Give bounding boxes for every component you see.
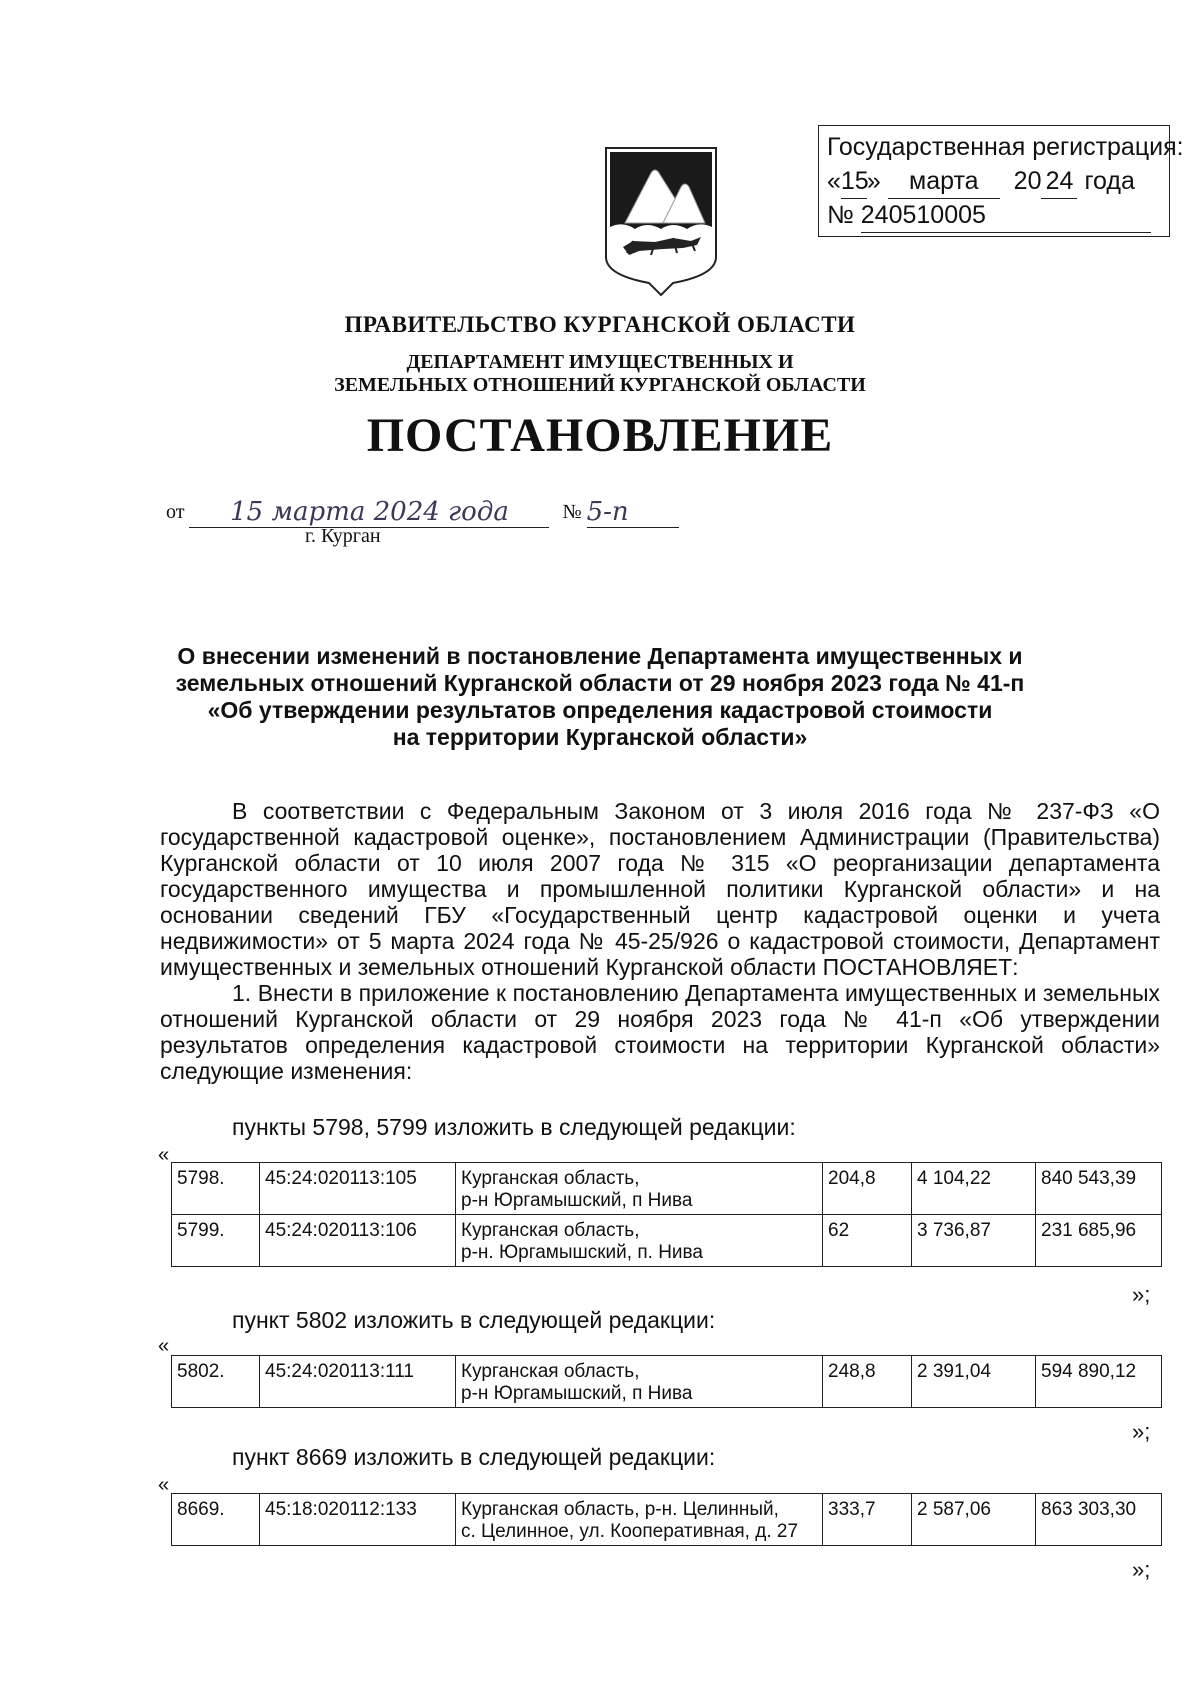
coat-of-arms-emblem	[603, 145, 719, 297]
number-label: №	[562, 501, 582, 523]
total-cost: 594 890,12	[1036, 1356, 1162, 1408]
total-cost: 231 685,96	[1036, 1215, 1162, 1267]
subject-line-2: земельных отношений Курганской области от 29 ноября 2023 года № 41-п	[175, 670, 1025, 696]
cadastral-number: 45:24:020113:105	[260, 1163, 456, 1215]
open-quote-1: «	[158, 1144, 170, 1166]
cadastral-number: 45:18:020112:133	[260, 1494, 456, 1546]
address	[456, 1494, 823, 1546]
row-number: 5799.	[172, 1215, 260, 1267]
address	[456, 1215, 823, 1267]
department-line-2: ЗЕМЕЛЬНЫХ ОТНОШЕНИЙ КУРГАНСКОЙ ОБЛАСТИ	[334, 374, 866, 396]
document-type-title: ПОСТАНОВЛЕНИЕ	[366, 409, 834, 462]
cadastral-table-1	[171, 1162, 1162, 1267]
row-number: 5798.	[172, 1163, 260, 1215]
registration-day: 15	[841, 164, 867, 199]
cadastral-table-3	[171, 1493, 1162, 1546]
document-subject	[150, 643, 1050, 751]
preamble-paragraph: В соответствии с Федеральным Законом от 3 июля 2016 года № 237-ФЗ «О государственной кадастровой оценке», постановлением Администрации (Правительства) Курганской области от 10 июля 2007 года № 315 «О реорганизации департамента государственного имущества и промышленной политики Курганской области» и на основании сведений ГБУ «Государственный центр кадастровой оценки и учета недвижимости» от 5 марта 2024 года № 45-25/926 о кадастровой стоимости, Департамент имущественных и земельных отношений Курганской области ПОСТАНОВЛЯЕТ:	[160, 798, 1160, 980]
close-quote-2: »;	[1132, 1419, 1151, 1444]
area: 62	[823, 1215, 912, 1267]
registration-title: Государственная регистрация:	[827, 133, 1184, 161]
city: г. Курган	[305, 525, 381, 547]
item-1-paragraph: 1. Внести в приложение к постановлению Департамента имущественных и земельных отношений Курганской области от 29 ноября 2023 года № 41-п «Об утверждении результатов определения кадастровой стоимости на территории Курганской области» следующие изменения:	[160, 980, 1160, 1084]
act-number-handwritten: 5-п	[586, 497, 629, 527]
act-date-handwritten: 15 марта 2024 года	[230, 497, 509, 527]
row-number: 8669.	[172, 1494, 260, 1546]
registration-date: «15» марта 20 24 года	[827, 164, 1165, 198]
cadastral-number: 45:24:020113:106	[260, 1215, 456, 1267]
address-line-2: р-н Юргамышский, п Нива	[461, 1190, 693, 1211]
close-quote-3: »;	[1132, 1557, 1151, 1582]
unit-cost: 2 391,04	[912, 1356, 1036, 1408]
subitem-2-text: пункт 5802 изложить в следующей редакции:	[232, 1307, 716, 1333]
total-cost: 840 543,39	[1036, 1163, 1162, 1215]
table-row	[172, 1494, 1162, 1546]
address	[456, 1356, 823, 1408]
government-name: ПРАВИТЕЛЬСТВО КУРГАНСКОЙ ОБЛАСТИ	[344, 312, 856, 337]
address-line-1: Курганская область,	[461, 1361, 640, 1382]
subject-line-4: на территории Курганской области»	[392, 724, 808, 750]
subitem-1-text: пункты 5798, 5799 изложить в следующей редакции:	[232, 1114, 796, 1140]
area: 333,7	[823, 1494, 912, 1546]
subject-line-3: «Об утверждении результатов определения кадастровой стоимости	[207, 697, 993, 723]
total-cost: 863 303,30	[1036, 1494, 1162, 1546]
address-line-1: Курганская область,	[461, 1220, 640, 1241]
from-label: от	[166, 501, 185, 523]
table-row	[172, 1215, 1162, 1267]
body-text	[160, 798, 1160, 1084]
row-number: 5802.	[172, 1356, 260, 1408]
registration-number: 240510005	[861, 198, 1151, 233]
table-row	[172, 1356, 1162, 1408]
area: 204,8	[823, 1163, 912, 1215]
address-line-2: р-н. Юргамышский, п. Нива	[461, 1242, 703, 1263]
department-name	[0, 351, 1200, 397]
unit-cost: 4 104,22	[912, 1163, 1036, 1215]
registration-box	[818, 125, 1184, 237]
table-row	[172, 1163, 1162, 1215]
address-line-2: р-н Юргамышский, п Нива	[461, 1383, 693, 1404]
registration-year-word: года	[1084, 167, 1135, 195]
area: 248,8	[823, 1356, 912, 1408]
address-line-1: Курганская область,	[461, 1168, 640, 1189]
cadastral-number: 45:24:020113:111	[260, 1356, 456, 1408]
registration-number-line	[827, 198, 1165, 232]
registration-number-label: №	[827, 201, 854, 229]
cadastral-table-2	[171, 1355, 1162, 1408]
subject-line-1: О внесении изменений в постановление Департамента имущественных и	[177, 643, 1023, 669]
registration-year-prefix: 20	[1013, 167, 1042, 195]
unit-cost: 2 587,06	[912, 1494, 1036, 1546]
open-quote-2: «	[158, 1335, 170, 1357]
registration-month: марта	[888, 164, 1000, 199]
act-date-row	[166, 495, 679, 526]
address-line-1: Курганская область, р-н. Целинный,	[461, 1499, 779, 1520]
registration-year-suffix: 24	[1041, 164, 1077, 199]
open-quote-3: «	[158, 1474, 170, 1496]
address	[456, 1163, 823, 1215]
unit-cost: 3 736,87	[912, 1215, 1036, 1267]
close-quote-1: »;	[1132, 1282, 1151, 1307]
address-line-2: с. Целинное, ул. Кооперативная, д. 27	[461, 1521, 799, 1542]
department-line-1: ДЕПАРТАМЕНТ ИМУЩЕСТВЕННЫХ И	[406, 351, 794, 373]
subitem-3-text: пункт 8669 изложить в следующей редакции:	[232, 1444, 716, 1470]
